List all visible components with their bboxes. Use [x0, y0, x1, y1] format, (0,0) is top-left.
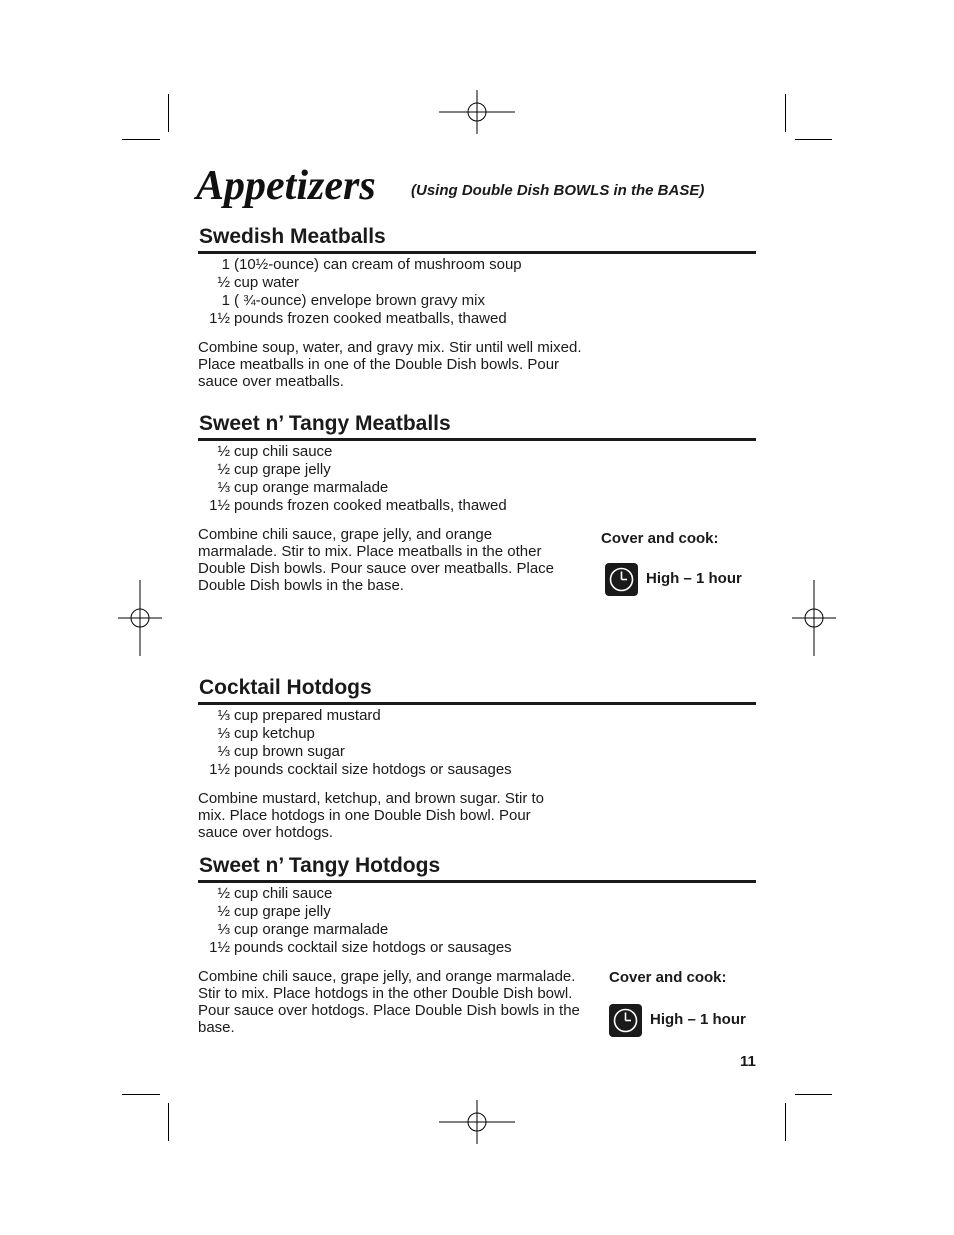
- crop-mark: [168, 94, 169, 132]
- crop-mark: [785, 94, 786, 132]
- recipe-instructions: Combine chili sauce, grape jelly, and orange marmalade. Stir to mix. Place hotdogs in the other Double Dish bowl. Pour sauce over hotdogs. Place Double Dish bowls in the base.: [198, 968, 580, 1036]
- ingredient-item: [198, 256, 756, 274]
- ingredient-text: cup grape jelly: [234, 461, 331, 478]
- ingredient-item: [198, 497, 756, 515]
- recipe-swedish-meatballs: [198, 224, 756, 390]
- ingredient-text: pounds cocktail size hotdogs or sausages: [234, 761, 512, 778]
- ingredient-qty: 1½: [209, 939, 230, 956]
- recipe-title: Sweet n’ Tangy Meatballs: [198, 411, 756, 441]
- ingredient-qty: 1: [221, 292, 230, 309]
- ingredient-item: [198, 443, 756, 461]
- recipe-instructions: Combine soup, water, and gravy mix. Stir until well mixed. Place meatballs in one of the Double Dish bowls. Pour sauce over meatballs.: [198, 339, 582, 390]
- ingredient-item: [198, 761, 756, 779]
- registration-mark-icon: [439, 1084, 515, 1160]
- ingredient-text: ( ¾-ounce) envelope brown gravy mix: [234, 292, 485, 309]
- cook-setting: High – 1 hour: [646, 570, 742, 587]
- ingredient-item: [198, 885, 756, 903]
- ingredient-text: pounds frozen cooked meatballs, thawed: [234, 497, 507, 514]
- ingredient-list: [198, 707, 756, 779]
- ingredient-text: cup water: [234, 274, 300, 291]
- ingredient-item: [198, 310, 756, 328]
- recipe-instructions: Combine chili sauce, grape jelly, and orange marmalade. Stir to mix. Place meatballs in the other Double Dish bowls. Pour sauce over meatballs. Place Double Dish bowls in the base.: [198, 526, 555, 594]
- ingredient-qty: 1½: [209, 310, 230, 327]
- ingredient-qty: ½: [217, 903, 230, 920]
- ingredient-text: (10½-ounce) can cream of mushroom soup: [234, 256, 522, 273]
- ingredient-qty: ⅓: [217, 479, 230, 496]
- ingredient-text: cup brown sugar: [234, 743, 345, 760]
- ingredient-qty: ⅓: [217, 921, 230, 938]
- cook-label: Cover and cook:: [609, 969, 727, 986]
- recipe-sweet-tangy-meatballs: [198, 411, 756, 594]
- crop-mark: [795, 1094, 832, 1095]
- ingredient-qty: 1: [221, 256, 230, 273]
- ingredient-item: [198, 921, 756, 939]
- ingredient-item: [198, 743, 756, 761]
- ingredient-qty: ⅓: [217, 707, 230, 724]
- recipe-cocktail-hotdogs: [198, 675, 756, 841]
- ingredient-qty: 1½: [209, 761, 230, 778]
- ingredient-item: [198, 461, 756, 479]
- recipe-title: Sweet n’ Tangy Hotdogs: [198, 853, 756, 883]
- ingredient-qty: ⅓: [217, 743, 230, 760]
- ingredient-list: [198, 256, 756, 328]
- ingredient-text: cup chili sauce: [234, 443, 333, 460]
- recipe-title: Swedish Meatballs: [198, 224, 756, 254]
- ingredient-item: [198, 903, 756, 921]
- registration-mark-icon: [439, 74, 515, 150]
- crop-mark: [168, 1103, 169, 1141]
- ingredient-qty: ½: [217, 443, 230, 460]
- ingredient-item: [198, 725, 756, 743]
- ingredient-qty: 1½: [209, 497, 230, 514]
- recipe-instructions: Combine mustard, ketchup, and brown sugar. Stir to mix. Place hotdogs in one Double Dish bowl. Pour sauce over hotdogs.: [198, 790, 545, 841]
- ingredient-list: [198, 885, 756, 957]
- recipe-title: Cocktail Hotdogs: [198, 675, 756, 705]
- ingredient-qty: ½: [217, 885, 230, 902]
- ingredient-list: [198, 443, 756, 515]
- page-number: 11: [740, 1053, 756, 1070]
- clock-icon: [609, 1004, 642, 1037]
- ingredient-item: [198, 274, 756, 292]
- page-subtitle: (Using Double Dish BOWLS in the BASE): [411, 182, 705, 199]
- registration-mark-icon: [776, 580, 852, 656]
- crop-mark: [785, 1103, 786, 1141]
- ingredient-item: [198, 707, 756, 725]
- ingredient-text: cup chili sauce: [234, 885, 333, 902]
- clock-icon: [605, 563, 638, 596]
- cook-label: Cover and cook:: [601, 530, 719, 547]
- crop-mark: [795, 139, 832, 140]
- ingredient-item: [198, 292, 756, 310]
- ingredient-item: [198, 479, 756, 497]
- crop-mark: [122, 139, 160, 140]
- ingredient-qty: ½: [217, 274, 230, 291]
- page-title: Appetizers: [196, 163, 376, 209]
- ingredient-text: cup orange marmalade: [234, 921, 389, 938]
- ingredient-text: cup orange marmalade: [234, 479, 389, 496]
- ingredient-text: pounds frozen cooked meatballs, thawed: [234, 310, 507, 327]
- ingredient-text: cup ketchup: [234, 725, 315, 742]
- ingredient-text: pounds cocktail size hotdogs or sausages: [234, 939, 512, 956]
- cook-setting: High – 1 hour: [650, 1011, 746, 1028]
- ingredient-item: [198, 939, 756, 957]
- ingredient-qty: ⅓: [217, 725, 230, 742]
- registration-mark-icon: [102, 580, 178, 656]
- ingredient-text: cup prepared mustard: [234, 707, 381, 724]
- crop-mark: [122, 1094, 160, 1095]
- recipe-sweet-tangy-hotdogs: [198, 853, 756, 1036]
- ingredient-qty: ½: [217, 461, 230, 478]
- ingredient-text: cup grape jelly: [234, 903, 331, 920]
